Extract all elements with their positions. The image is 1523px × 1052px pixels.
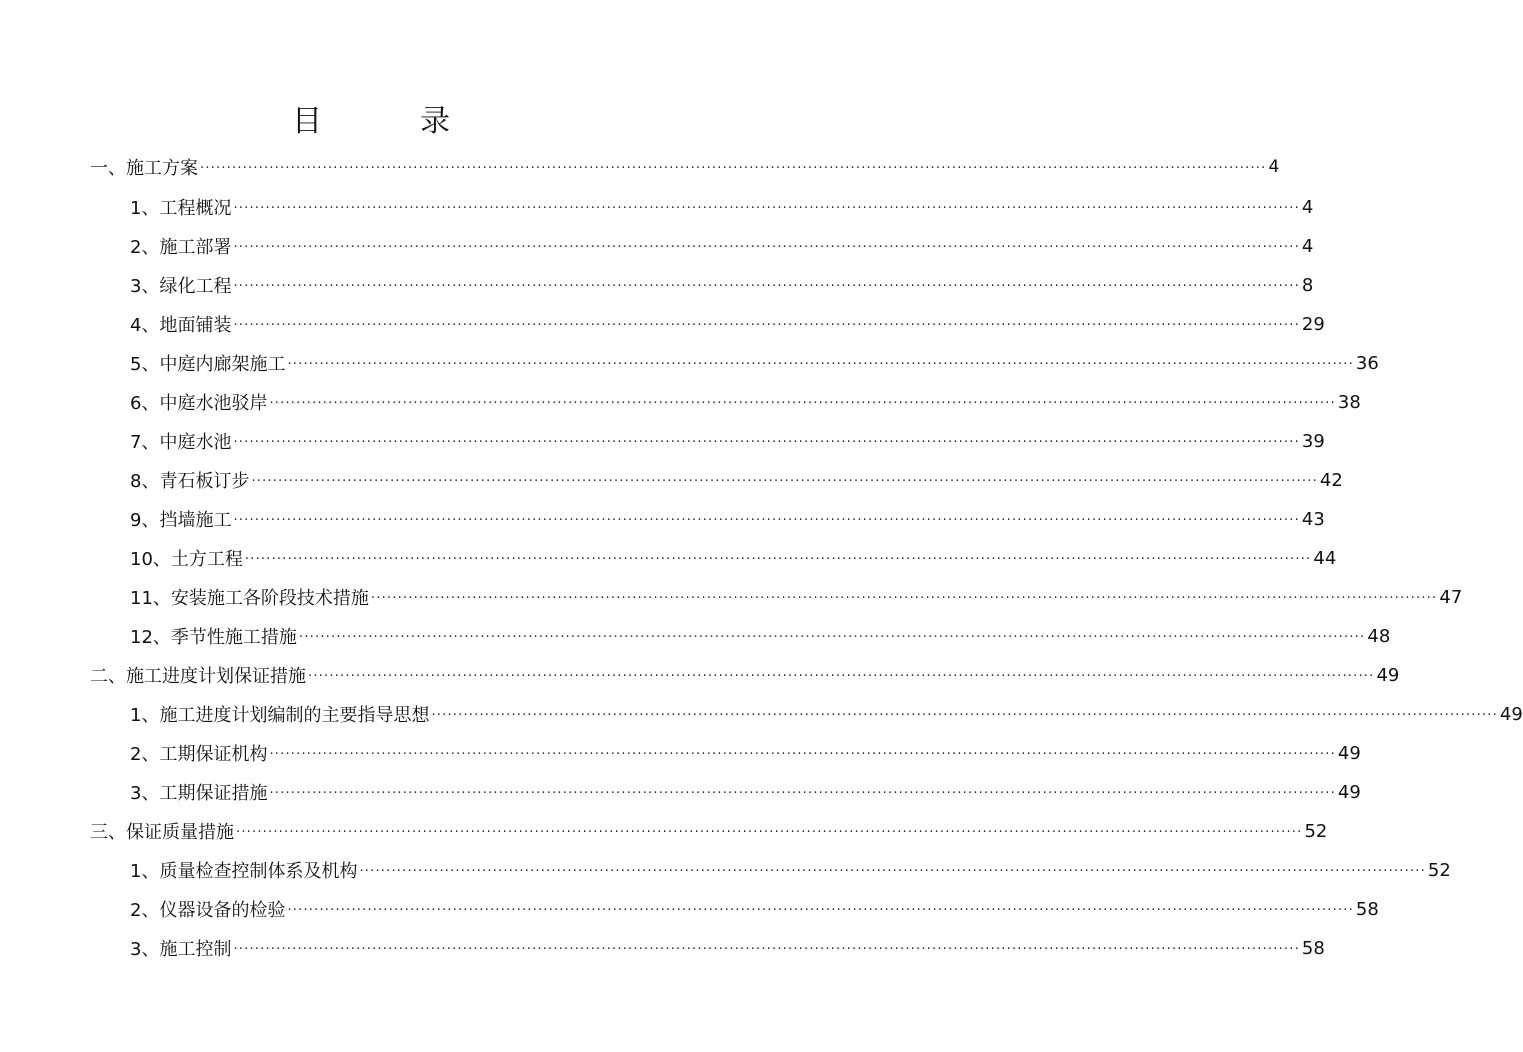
toc-entry-text: 1、质量检查控制体系及机构 — [130, 861, 358, 882]
toc-entry[interactable] — [130, 349, 1379, 377]
toc-entry[interactable] — [130, 700, 1523, 728]
toc-entry-text: 1、工程概况 — [130, 198, 232, 219]
leader-dots: ········································································································································································································ — [431, 707, 1498, 723]
toc-entry[interactable] — [130, 544, 1337, 572]
leader-dots: ········································································································································································································ — [287, 902, 1354, 918]
toc-entry-text: 6、中庭水池驳岸 — [130, 393, 268, 414]
toc-entry-text: 2、仪器设备的检验 — [130, 900, 286, 921]
leader-dots: ········································································································································································································ — [287, 356, 1354, 372]
toc-entry[interactable] — [130, 739, 1361, 767]
toc-entry-page: 36 — [1355, 352, 1379, 374]
toc-entry[interactable] — [130, 778, 1361, 806]
toc-entry-text: 3、施工控制 — [130, 939, 232, 960]
toc-title — [0, 96, 744, 140]
toc-entry[interactable] — [130, 934, 1325, 962]
toc-entry-text: 3、绿化工程 — [130, 276, 232, 297]
leader-dots: ········································································································································································································ — [233, 941, 1300, 957]
toc-entry-page: 47 — [1439, 586, 1463, 608]
leader-dots: ········································································································································································································ — [269, 395, 1336, 411]
toc-entry-page: 49 — [1337, 781, 1361, 803]
toc-entry[interactable] — [130, 622, 1391, 650]
toc-entry-page: 4 — [1301, 235, 1314, 257]
toc-entry-text: 10、土方工程 — [130, 549, 243, 570]
toc-entry-text: 3、工期保证措施 — [130, 783, 268, 804]
toc-title-char-2: 录 — [420, 104, 452, 139]
toc-entry-page: 52 — [1427, 859, 1451, 881]
toc-entry-text: 5、中庭内廊架施工 — [130, 354, 286, 375]
leader-dots: ········································································································································································································ — [233, 434, 1300, 450]
toc-entry-page: 39 — [1301, 430, 1325, 452]
toc-entry-page: 8 — [1301, 274, 1314, 296]
toc-entry-text: 8、青石板订步 — [130, 471, 250, 492]
leader-dots: ········································································································································································································ — [269, 785, 1336, 801]
toc-entry[interactable] — [130, 895, 1379, 923]
leader-dots: ········································································································································································································ — [359, 863, 1426, 879]
toc-entry-text: 二、施工进度计划保证措施 — [90, 666, 306, 687]
leader-dots: ········································································································································································································ — [236, 824, 1303, 840]
toc-entry[interactable] — [130, 388, 1361, 416]
toc-entry-page: 58 — [1355, 898, 1379, 920]
toc-entry[interactable] — [90, 661, 1400, 689]
toc-entry-page: 29 — [1301, 313, 1325, 335]
toc-entry-text: 三、保证质量措施 — [90, 822, 234, 843]
toc-entry[interactable] — [130, 193, 1314, 221]
toc-entry-page: 38 — [1337, 391, 1361, 413]
leader-dots: ········································································································································································································ — [269, 746, 1336, 762]
toc-entry-page: 52 — [1304, 820, 1328, 842]
toc-entry[interactable] — [130, 427, 1325, 455]
leader-dots: ········································································································································································································ — [200, 160, 1267, 176]
toc-entry-text: 4、地面铺装 — [130, 315, 232, 336]
toc-entry-text: 一、施工方案 — [90, 158, 198, 179]
toc-entry-page: 49 — [1337, 742, 1361, 764]
toc-entry[interactable] — [90, 153, 1280, 181]
toc-entry-text: 2、施工部署 — [130, 237, 232, 258]
leader-dots: ········································································································································································································ — [233, 239, 1300, 255]
toc-entry-text: 7、中庭水池 — [130, 432, 232, 453]
leader-dots: ········································································································································································································ — [233, 512, 1300, 528]
leader-dots: ········································································································································································································ — [233, 200, 1300, 216]
toc-entry[interactable] — [130, 271, 1314, 299]
leader-dots: ········································································································································································································ — [244, 551, 1312, 567]
toc-entry-text: 1、施工进度计划编制的主要指导思想 — [130, 705, 430, 726]
leader-dots: ········································································································································································································ — [298, 629, 1366, 645]
toc-entry-page: 49 — [1376, 664, 1400, 686]
toc-entry-page: 48 — [1367, 625, 1391, 647]
toc-entry-page: 49 — [1499, 703, 1523, 725]
toc-entry-page: 58 — [1301, 937, 1325, 959]
toc-entry[interactable] — [130, 466, 1343, 494]
toc-entry[interactable] — [130, 505, 1325, 533]
toc-entry-page: 4 — [1301, 196, 1314, 218]
leader-dots: ········································································································································································································ — [233, 317, 1300, 333]
toc-entry-page: 4 — [1268, 157, 1280, 177]
toc-entry-page: 44 — [1313, 547, 1337, 569]
toc-entry-page: 43 — [1301, 508, 1325, 530]
toc-entry[interactable] — [130, 856, 1451, 884]
leader-dots: ········································································································································································································ — [308, 668, 1375, 684]
leader-dots: ········································································································································································································ — [233, 278, 1300, 294]
toc-entry-text: 9、挡墙施工 — [130, 510, 232, 531]
toc-entry-text: 12、季节性施工措施 — [130, 627, 297, 648]
leader-dots: ········································································································································································································ — [251, 473, 1318, 489]
toc-entry[interactable] — [130, 310, 1325, 338]
toc-entry[interactable] — [90, 817, 1328, 845]
leader-dots: ········································································································································································································ — [370, 590, 1438, 606]
toc-entry[interactable] — [130, 232, 1314, 260]
toc-entry-page: 42 — [1319, 469, 1343, 491]
toc-entry[interactable] — [130, 583, 1463, 611]
toc-entry-text: 2、工期保证机构 — [130, 744, 268, 765]
toc-entry-text: 11、安装施工各阶段技术措施 — [130, 588, 369, 609]
toc-title-char-1: 目 — [292, 104, 324, 139]
